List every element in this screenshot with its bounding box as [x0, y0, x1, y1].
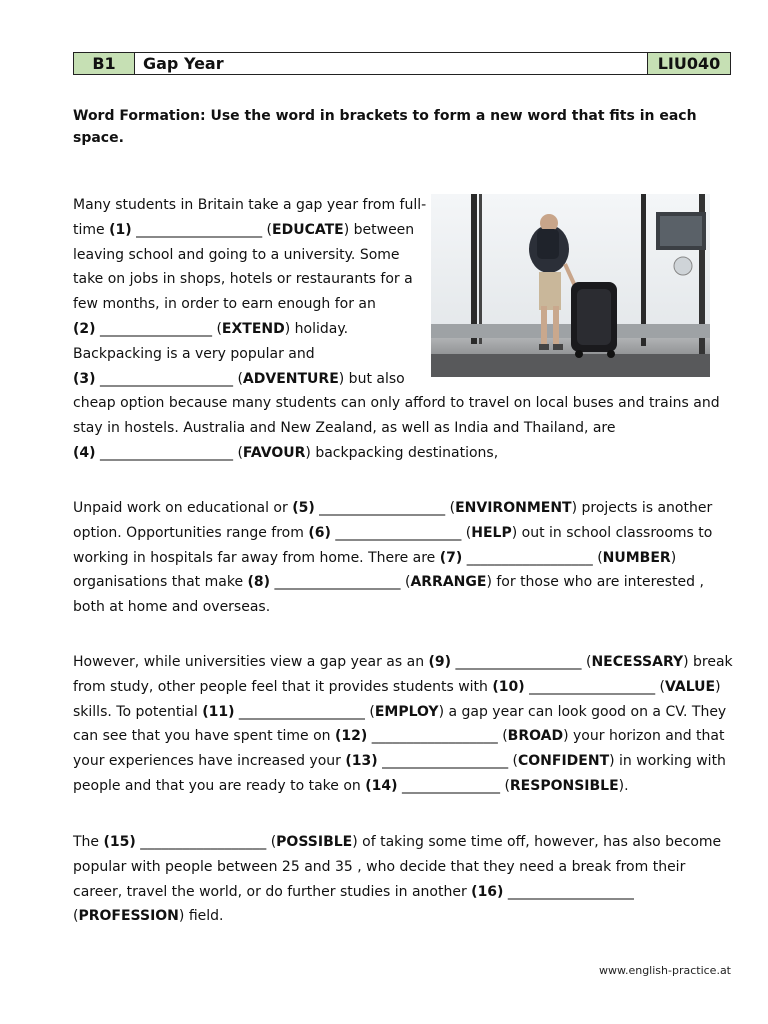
gap-number: (12)	[335, 728, 368, 745]
gap-number: (7)	[439, 549, 463, 566]
gap-number: (14)	[365, 777, 398, 794]
gap-number: (8)	[247, 574, 271, 591]
title-cell: Gap Year	[135, 53, 648, 74]
p4-text: ) field.	[178, 908, 224, 925]
p1-text: ) but also	[338, 370, 405, 387]
blank-line: __________________	[314, 500, 450, 516]
blank-line: __________________	[367, 728, 503, 745]
root-word: NECESSARY	[591, 654, 684, 670]
blank-line: __________________	[377, 753, 513, 770]
gap-number: (3)	[73, 370, 96, 387]
traveller-photo	[431, 194, 710, 377]
blank-line: ______________	[397, 777, 505, 794]
p2-text: ) organisations that make	[73, 549, 677, 591]
blank-line: ___________________	[95, 370, 238, 387]
p1-text: ) backpacking destinations,	[305, 444, 499, 461]
root-word: EMPLOY	[374, 703, 439, 720]
p2-text: Unpaid work on educational or	[73, 500, 293, 516]
blank-line: __________________	[451, 654, 586, 670]
p3-text: However, while universities view a gap year as an	[73, 654, 429, 670]
gap-number: (16)	[471, 883, 504, 900]
paragraph-1: Many students in Britain take a gap year from full- time (1) __________________ (EDUCATE) between leaving school and going to a university. Some take on jobs in shops, hotels or restaurants for a few months, in order to earn enough for an (2) ________________ (EXTEND) holiday. Backpacking is a very popular and (3) ___________________ (ADVENTURE) but also	[73, 197, 427, 387]
gap-number: (15)	[103, 834, 136, 850]
root-word: BROAD	[507, 728, 564, 745]
p3-text: ) a gap year can look good on a CV. They can see that you have spent time on	[73, 703, 727, 745]
code-cell: LIU040	[648, 53, 730, 74]
footer-url: www.english-practice.at	[598, 964, 731, 977]
instructions: Word Formation: Use the word in brackets to form a new word that fits in each space.	[73, 108, 697, 146]
blank-line: ___________________	[95, 444, 238, 461]
gap-number: (11)	[202, 703, 235, 720]
p1-text: stay in hostels. Australia and New Zealand, as well as India and Thailand, are	[73, 419, 616, 436]
gap-number: (6)	[308, 524, 331, 541]
p2-text: ) for those who are interested , both at home and overseas.	[73, 574, 704, 616]
root-word: NUMBER	[602, 549, 671, 566]
p1-text: take on jobs in shops, hotels or restaurants for a	[73, 271, 413, 288]
p2-text: ) out in school classrooms to working in hospitals far away from home. There are	[73, 524, 713, 566]
blank-line: __________________	[330, 524, 466, 541]
paragraph-3: However, while universities view a gap year as an (9) __________________ (NECESSARY) break from study, other people feel that it provides students with (10) __________________ (VALUE) skills. To potential (11) __________________ (EMPLOY) a gap year can look good on a CV. They can see that you have spent time on (12) __________________ (BROAD) your horizon and that your experiences have increased your (13) __________________ (CONFIDENT) in working with people and that you are ready to take on (14) ______________ (RESPONSIBLE).	[73, 654, 733, 794]
p3-text: ) break from study, other people feel that it provides students with	[73, 654, 733, 695]
root-word: CONFIDENT	[518, 753, 610, 770]
gap-number: (13)	[345, 753, 378, 770]
paragraph-2: Unpaid work on educational or (5) __________________ (ENVIRONMENT) projects is another option. Opportunities range from (6) __________________ (HELP) out in school classrooms to working in hospitals far away from home. There are (7) __________________ (NUMBER) organisations that make (8) __________________ (ARRANGE) for those who are interested , both at home and overseas.	[73, 500, 713, 616]
root-word: HELP	[471, 524, 512, 541]
root-word: VALUE	[665, 678, 716, 695]
blank-line: ________________	[95, 320, 217, 337]
header-table	[73, 52, 731, 75]
gap-number: (5)	[292, 500, 315, 516]
blank-line: __________________	[524, 678, 660, 695]
p4-text: The	[73, 834, 104, 850]
blank-line: __________________	[135, 834, 271, 850]
gap-number: (9)	[428, 654, 452, 670]
p1-text: ) between	[343, 221, 415, 238]
root-word: RESPONSIBLE	[509, 777, 619, 794]
p1-text: ) holiday.	[284, 320, 349, 337]
paragraph-1-continued: cheap option because many students can only afford to travel on local buses and trains and stay in hostels. Australia and New Zealand, as well as India and Thailand, are (4) ___________________ (FAVOUR) backpacking destinations,	[73, 395, 720, 461]
blank-line: __________________	[131, 221, 267, 238]
blank-line: __________________	[503, 883, 634, 900]
root-word: FAVOUR	[242, 444, 306, 461]
root-word: ENVIRONMENT	[455, 500, 572, 516]
p1-text: cheap option because many students can only afford to travel on local buses and trains and	[73, 395, 720, 411]
p2-text: ) projects is another option. Opportunities range from	[73, 500, 713, 541]
p1-text: few months, in order to earn enough for an	[73, 296, 376, 313]
root-word: EXTEND	[221, 320, 285, 337]
p3-text: ).	[618, 777, 629, 794]
gap-number: (2)	[73, 320, 96, 337]
gap-number: (1)	[109, 221, 132, 238]
root-word: EDUCATE	[272, 221, 344, 238]
paragraph-4: The (15) __________________ (POSSIBLE) of taking some time off, however, has also become popular with people between 25 and 35 , who decide that they need a break from their career, travel the world, or do further studies in another (16) __________________ (PROFESSION) field.	[73, 834, 722, 925]
p1-text: time	[73, 221, 110, 238]
blank-line: __________________	[234, 703, 370, 720]
root-word: ADVENTURE	[242, 370, 339, 387]
p1-text: Many students in Britain take a gap year from full-	[73, 197, 427, 213]
gap-number: (10)	[492, 678, 525, 695]
blank-line: __________________	[270, 574, 405, 591]
p1-text: Backpacking is a very popular and	[73, 345, 315, 362]
p1-text: leaving school and going to a university. Some	[73, 246, 400, 263]
p3-text: ) your horizon and that your experiences have increased your	[73, 728, 725, 770]
root-word: ARRANGE	[410, 574, 487, 591]
blank-line: __________________	[462, 549, 598, 566]
root-word: PROFESSION	[78, 908, 179, 925]
root-word: POSSIBLE	[276, 834, 353, 850]
level-cell: B1	[74, 53, 135, 74]
p3-text: ) skills. To potential	[73, 678, 721, 720]
p4-text: ) of taking some time off, however, has also become popular with people between 25 and 35 , who decide that they need a break from their career, travel the world, or do further studies in another	[73, 834, 722, 900]
p3-text: ) in working with people and that you are ready to take on	[73, 753, 726, 794]
gap-number: (4)	[73, 444, 96, 461]
